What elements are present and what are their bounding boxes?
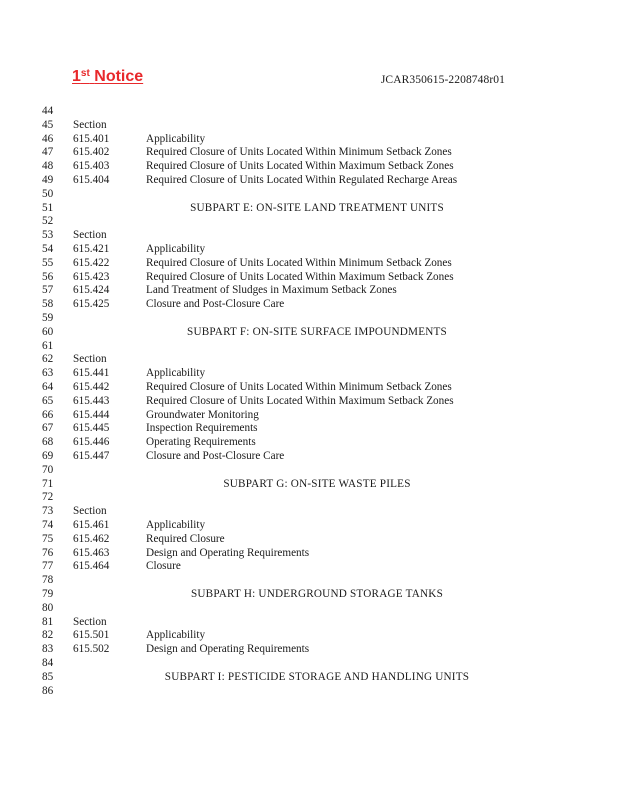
line-number: 52 (42, 215, 54, 228)
toc-entry-line (0, 421, 618, 435)
section-number: 615.422 (73, 256, 110, 269)
section-title: Closure (146, 560, 181, 573)
line-number: 64 (42, 381, 54, 393)
section-label: Section (73, 353, 107, 366)
toc-entry-line (0, 642, 618, 656)
blank-line (0, 463, 618, 477)
line-number: 46 (42, 132, 54, 145)
toc-entry-line (0, 297, 618, 311)
subpart-title: SUBPART F: ON-SITE SURFACE IMPOUNDMENTS (187, 325, 447, 338)
toc-entry-line (0, 159, 618, 173)
section-title: Required Closure of Units Located Within Minimum Setback Zones (146, 146, 452, 159)
section-title: Required Closure of Units Located Within Maximum Setback Zones (146, 394, 454, 407)
subpart-heading-line (0, 325, 618, 339)
subpart-heading-line (0, 587, 618, 601)
toc-entry-line (0, 518, 618, 532)
section-title: Required Closure of Units Located Within Minimum Setback Zones (146, 256, 452, 269)
section-heading-line (0, 615, 618, 629)
line-number: 66 (42, 408, 54, 421)
toc-entry-line (0, 283, 618, 297)
section-title: Required Closure of Units Located Within Maximum Setback Zones (146, 160, 454, 173)
blank-line (0, 490, 618, 504)
line-number: 86 (42, 684, 54, 697)
blank-line (0, 601, 618, 615)
line-number: 79 (42, 588, 54, 600)
subpart-heading-line (0, 477, 618, 491)
blank-line (0, 339, 618, 353)
line-number: 76 (42, 546, 54, 559)
line-number: 57 (42, 284, 54, 297)
section-number: 615.402 (73, 146, 110, 159)
toc-entry-line (0, 380, 618, 394)
toc-entry-line (0, 242, 618, 256)
section-title: Design and Operating Requirements (146, 546, 310, 559)
toc-entry-line (0, 449, 618, 463)
section-number: 615.404 (73, 174, 110, 186)
line-number: 62 (42, 353, 54, 366)
line-number: 60 (42, 325, 54, 338)
subpart-heading-line (0, 201, 618, 215)
section-number: 615.442 (73, 381, 110, 393)
line-number: 51 (42, 201, 54, 214)
section-title: Groundwater Monitoring (146, 408, 259, 421)
line-number: 72 (42, 491, 54, 504)
section-number: 615.425 (73, 298, 110, 311)
line-number: 58 (42, 298, 54, 311)
blank-line (0, 214, 618, 228)
notice-ordinal-suffix: st (80, 68, 90, 79)
section-label: Section (73, 229, 107, 242)
section-title: Land Treatment of Sludges in Maximum Setback Zones (146, 284, 397, 297)
toc-entry-line (0, 270, 618, 284)
subpart-heading-line (0, 670, 618, 684)
line-number: 49 (42, 174, 54, 186)
section-number: 615.424 (73, 284, 110, 297)
line-number: 54 (42, 243, 54, 255)
blank-line (0, 573, 618, 587)
toc-entry-line (0, 559, 618, 573)
toc-entry-line (0, 145, 618, 159)
subpart-title: SUBPART G: ON-SITE WASTE PILES (223, 477, 411, 490)
line-number: 70 (42, 463, 54, 476)
line-number: 83 (42, 643, 54, 656)
line-number: 67 (42, 422, 54, 435)
line-number: 55 (42, 256, 54, 269)
notice-ordinal: 1 (72, 68, 81, 85)
subpart-title: SUBPART H: UNDERGROUND STORAGE TANKS (190, 588, 443, 600)
section-title: Applicability (146, 629, 206, 642)
line-number: 78 (42, 574, 54, 587)
section-heading-line (0, 228, 618, 242)
line-number: 68 (42, 436, 54, 449)
section-title: Design and Operating Requirements (146, 643, 310, 656)
section-title: Closure and Post-Closure Care (146, 450, 285, 462)
section-number: 615.501 (73, 629, 110, 642)
blank-line (0, 311, 618, 325)
section-title: Required Closure (146, 532, 225, 545)
subpart-title: SUBPART E: ON-SITE LAND TREATMENT UNITS (190, 201, 444, 214)
section-label: Section (73, 615, 107, 628)
line-number: 63 (42, 367, 54, 380)
section-label: Section (73, 118, 107, 131)
toc-entry-line (0, 132, 618, 146)
line-number: 48 (42, 160, 54, 173)
blank-line (0, 187, 618, 201)
blank-line (0, 656, 618, 670)
section-heading-line (0, 352, 618, 366)
line-number: 80 (42, 601, 54, 614)
line-number: 84 (42, 657, 54, 669)
section-title: Applicability (146, 519, 206, 531)
section-number: 615.461 (73, 519, 110, 531)
line-number: 47 (42, 146, 54, 159)
section-label: Section (73, 505, 107, 518)
line-number: 59 (42, 312, 54, 324)
line-number: 77 (42, 560, 54, 573)
section-number: 615.462 (73, 532, 110, 545)
section-number: 615.403 (73, 160, 110, 173)
section-number: 615.401 (73, 132, 110, 145)
section-title: Required Closure of Units Located Within Regulated Recharge Areas (146, 174, 458, 186)
section-number: 615.446 (73, 436, 110, 449)
line-number: 75 (42, 532, 54, 545)
toc-entry-line (0, 408, 618, 422)
line-number: 81 (42, 615, 54, 628)
line-number: 71 (42, 477, 54, 490)
line-number: 65 (42, 394, 54, 407)
line-number: 82 (42, 629, 54, 642)
blank-line (0, 684, 618, 698)
toc-entry-line (0, 435, 618, 449)
line-number: 50 (42, 187, 54, 200)
section-title: Closure and Post-Closure Care (146, 298, 285, 311)
section-title: Inspection Requirements (146, 422, 258, 435)
toc-entry-line (0, 628, 618, 642)
toc-entry-line (0, 546, 618, 560)
section-number: 615.423 (73, 270, 110, 283)
blank-line (0, 104, 618, 118)
section-number: 615.441 (73, 367, 110, 380)
section-heading-line (0, 118, 618, 132)
line-number: 44 (42, 105, 54, 117)
document-id: JCAR350615-2208748r01 (380, 74, 505, 86)
subpart-title: SUBPART I: PESTICIDE STORAGE AND HANDLING UNITS (164, 670, 470, 683)
section-title: Required Closure of Units Located Within Maximum Setback Zones (146, 270, 454, 283)
section-heading-line (0, 504, 618, 518)
line-number: 74 (42, 519, 54, 531)
section-number: 615.443 (73, 394, 110, 407)
section-number: 615.464 (73, 560, 110, 573)
toc-entry-line (0, 394, 618, 408)
toc-entry-line (0, 532, 618, 546)
section-title: Applicability (146, 132, 206, 145)
section-title: Applicability (146, 367, 206, 380)
toc-entry-line (0, 366, 618, 380)
line-number: 61 (42, 339, 54, 352)
line-number: 45 (42, 118, 54, 131)
notice-word: Notice (94, 68, 144, 85)
section-title: Operating Requirements (146, 436, 256, 449)
line-number: 53 (42, 229, 54, 242)
toc-entry-line (0, 256, 618, 270)
line-number: 56 (42, 270, 54, 283)
section-title: Applicability (146, 243, 206, 255)
line-number: 69 (42, 450, 54, 462)
section-number: 615.444 (73, 408, 110, 421)
line-number: 73 (42, 505, 54, 518)
section-number: 615.445 (73, 422, 110, 435)
section-number: 615.502 (73, 643, 110, 656)
section-title: Required Closure of Units Located Within Minimum Setback Zones (146, 381, 452, 393)
toc-entry-line (0, 173, 618, 187)
section-number: 615.463 (73, 546, 110, 559)
line-number: 85 (42, 670, 54, 683)
section-number: 615.421 (73, 243, 110, 255)
section-number: 615.447 (73, 450, 110, 462)
